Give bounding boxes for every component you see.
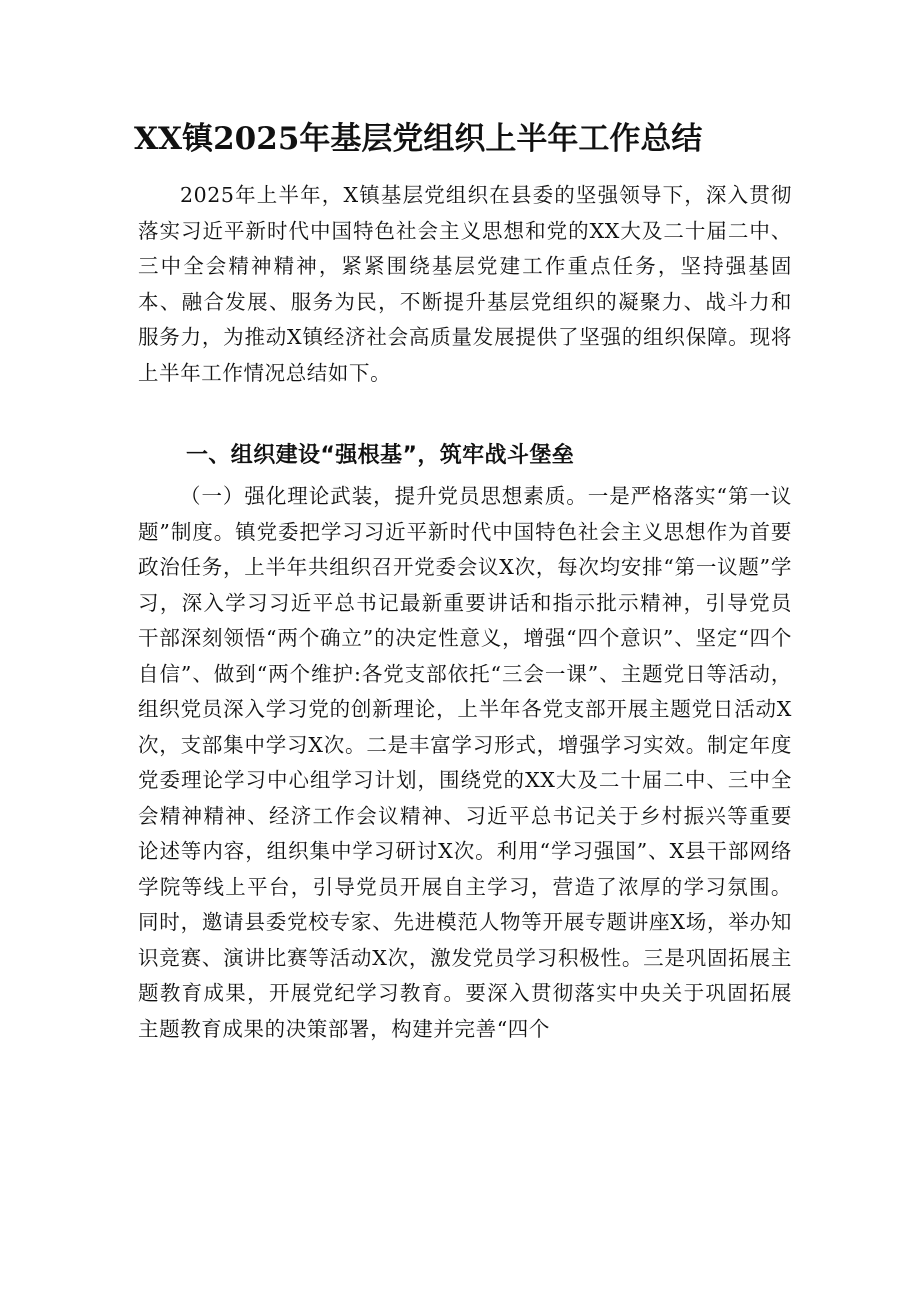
document-title: XX镇2025年基层党组织上半年工作总结 (134, 121, 703, 157)
intro-paragraph: 2025年上半年，X镇基层党组织在县委的坚强领导下，深入贯彻落实习近平新时代中国特色社会主义思想和党的XX大及二十届二中、三中全会精神精神，紧紧围绕基层党建工作重点任务，坚持强基固本、融合发展、服务为民，不断提升基层党组织的凝聚力、战斗力和服务力，为推动X镇经济社会高质量发展提供了坚强的组织保障。现将上半年工作情况总结如下。 (138, 183, 792, 385)
section-heading-1: 一、组织建设“强根基”，筑牢战斗堡垒 (186, 443, 575, 468)
section-1-paragraph: （一）强化理论武装，提升党员思想素质。一是严格落实“第一议题”制度。镇党委把学习习近平新时代中国特色社会主义思想作为首要政治任务，上半年共组织召开党委会议X次，每次均安排“第一议题”学习，深入学习习近平总书记最新重要讲话和指示批示精神，引导党员干部深刻领悟“两个确立”的决定性意义，增强“四个意识”、坚定“四个自信”、做到“两个维护:各党支部依托“三会一课”、主题党日等活动，组织党员深入学习党的创新理论，上半年各党支部开展主题党日活动X次，支部集中学习X次。二是丰富学习形式，增强学习实效。制定年度党委理论学习中心组学习计划，围绕党的XX大及二十届二中、三中全会精神精神、经济工作会议精神、习近平总书记关于乡村振兴等重要论述等内容，组织集中学习研讨X次。利用“学习强国”、X县干部网络学院等线上平台，引导党员开展自主学习，营造了浓厚的学习氛围。同时，邀请县委党校专家、先进模范人物等开展专题讲座X场，举办知识竞赛、演讲比赛等活动X次，激发党员学习积极性。三是巩固拓展主题教育成果，开展党纪学习教育。要深入贯彻落实中央关于巩固拓展主题教育成果的决策部署，构建并完善“四个 (138, 484, 792, 1041)
